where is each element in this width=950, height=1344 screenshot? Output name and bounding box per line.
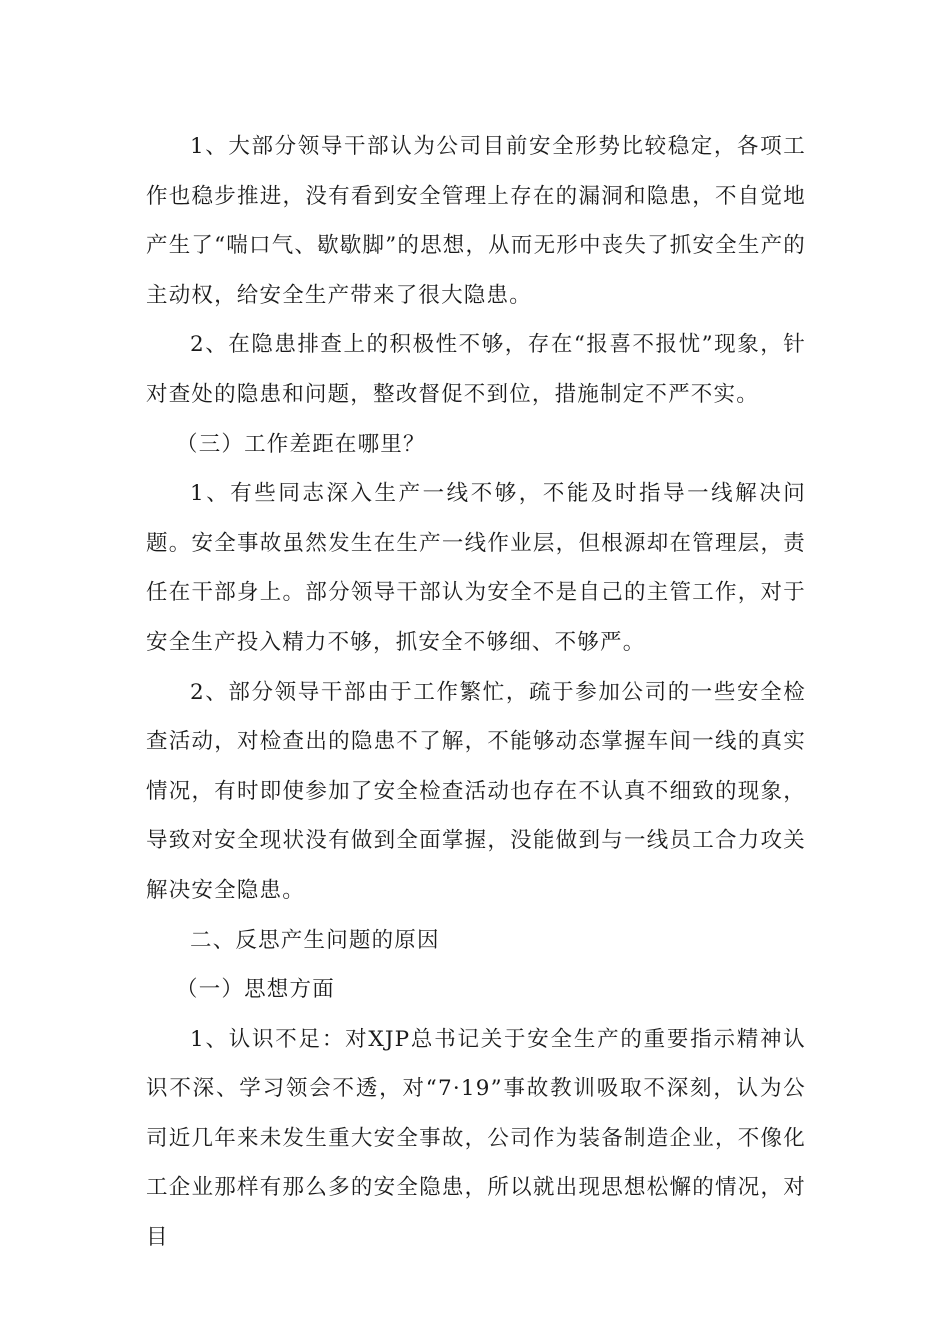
paragraph-safety-inspection-participation: 2、部分领导干部由于工作繁忙，疏于参加公司的一些安全检查活动，对检查出的隐患不了解，不能够动态掌握车间一线的真实情况，有时即使参加了安全检查活动也存在不认真不细致的现象，导致对安全现状没有做到全面掌握，没能做到与一线员工合力攻关解决安全隐患。 xyxy=(146,679,806,903)
paragraph-hazard-inspection: 2、在隐患排查上的积极性不够，存在“报喜不报忧”现象，针对查处的隐患和问题，整改督促不到位，措施制定不严不实。 xyxy=(146,332,806,407)
paragraph-frontline-involvement: 1、有些同志深入生产一线不够，不能及时指导一线解决问题。安全事故虽然发生在生产一线作业层，但根源却在管理层，责任在干部身上。部分领导干部认为安全不是自己的主管工作，对于安全生产投入精力不够，抓安全不够细、不够严。 xyxy=(146,481,806,655)
section-heading-reflection-causes: 二、反思产生问题的原因 xyxy=(190,927,440,953)
paragraph-leaders-complacency: 1、大部分领导干部认为公司目前安全形势比较稳定，各项工作也稳步推进，没有看到安全管理上存在的漏洞和隐患，不自觉地产生了“喘口气、歇歇脚”的思想，从而无形中丧失了抓安全生产的主动权，给安全生产带来了很大隐患。 xyxy=(146,134,806,308)
paragraph-insufficient-awareness: 1、认识不足：对XJP总书记关于安全生产的重要指示精神认识不深、学习领会不透，对“7·19”事故教训吸取不深刻，认为公司近几年来未发生重大安全事故，公司作为装备制造企业，不像化工企业那样有那么多的安全隐患，所以就出现思想松懈的情况，对目 xyxy=(146,1026,806,1251)
subheading-ideological-aspect: （一）思想方面 xyxy=(176,977,335,1003)
subheading-work-gap: （三）工作差距在哪里？ xyxy=(176,431,426,457)
document-body xyxy=(146,122,806,1263)
